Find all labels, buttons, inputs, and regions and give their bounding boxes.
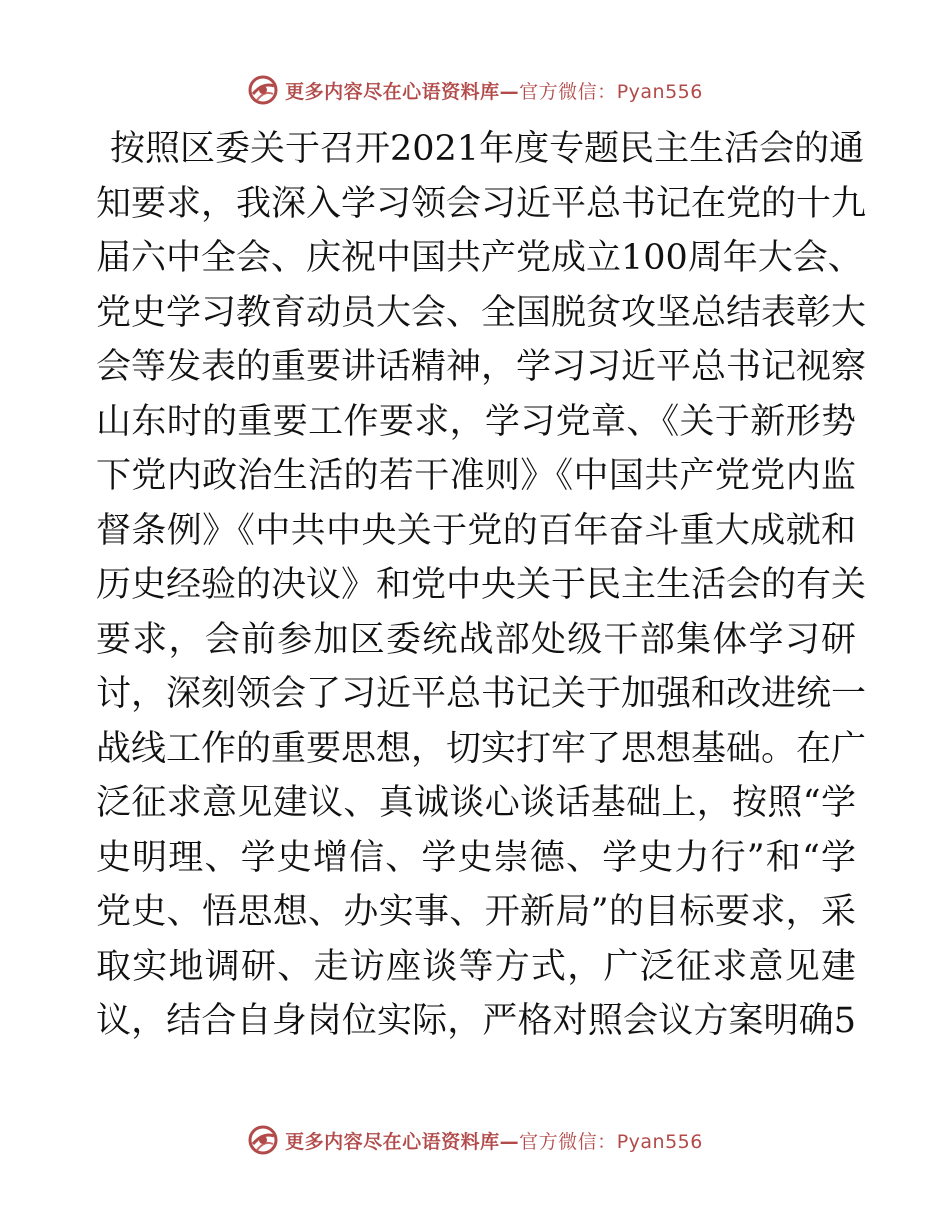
- body-line: 议，结合自身岗位实际，严格对照会议方案明确5: [96, 1001, 856, 1041]
- body-line: 知要求，我深入学习领会习近平总书记在党的十九: [96, 183, 867, 224]
- body-line: 党史学习教育动员大会、全国脱贫攻坚总结表彰大: [96, 292, 867, 333]
- body-line: 泛征求意见建议、真诚谈心谈话基础上，按照“学: [96, 783, 856, 823]
- body-line: 要求，会前参加区委统战部处级干部集体学习研: [96, 619, 856, 660]
- watermark-separator: —: [499, 1130, 520, 1153]
- body-line: 会等发表的重要讲话精神，学习习近平总书记视察: [96, 347, 867, 387]
- watermark-text: [285, 1127, 703, 1154]
- watermark-site: 更多内容尽在心语资料库: [285, 1130, 500, 1153]
- body-line: 督条例》《中共中央关于党的百年奋斗重大成就和: [96, 510, 856, 551]
- body-line: 按照区委关于召开2021年度专题民主生活会的通: [110, 129, 865, 169]
- header-watermark: [0, 70, 950, 110]
- body-line: 战线工作的重要思想，切实打牢了思想基础。在广: [96, 728, 867, 769]
- body-line: 历史经验的决议》和党中央关于民主生活会的有关: [96, 565, 867, 605]
- body-line: 史明理、学史增信、学史崇德、学史力行”和“学: [96, 837, 856, 878]
- watermark-wechat-label: 官方微信：: [519, 80, 617, 103]
- watermark-site: 更多内容尽在心语资料库: [285, 80, 500, 103]
- watermark-text: [285, 77, 703, 104]
- body-line: 讨，深刻领会了习近平总书记关于加强和改进统一: [96, 674, 867, 714]
- red-swirl-logo-icon: [247, 74, 279, 106]
- body-line: 山东时的重要工作要求，学习党章、《关于新形势: [96, 401, 856, 442]
- body-line: 届六中全会、庆祝中国共产党成立100周年大会、: [96, 238, 863, 278]
- watermark-wechat-label: 官方微信：: [519, 1130, 617, 1153]
- body-line: 党史、悟思想、办实事、开新局”的目标要求，采: [96, 892, 856, 932]
- watermark-separator: —: [499, 80, 520, 103]
- body-line: 下党内政治生活的若干准则》《中国共产党党内监: [96, 456, 856, 496]
- watermark-wechat-id: Pyan556: [616, 80, 703, 103]
- body-line: 取实地调研、走访座谈等方式，广泛征求意见建: [96, 946, 856, 987]
- watermark-wechat-id: Pyan556: [616, 1130, 703, 1153]
- footer-watermark: [0, 1120, 950, 1160]
- red-swirl-logo-icon: [247, 1124, 279, 1156]
- document-body: [96, 122, 867, 1049]
